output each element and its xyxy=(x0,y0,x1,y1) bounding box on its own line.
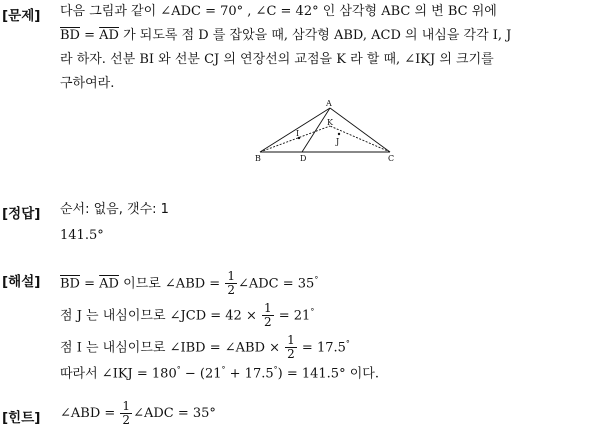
problem-line-1: 다음 그림과 같이 ∠ADC = 70° , ∠C = 42° 인 삼각형 ABC 의 변 BC 위에 xyxy=(60,4,497,19)
answer-value: 141.5° xyxy=(60,228,104,243)
solution-line-4-a: 따라서 ∠IKJ = 180 xyxy=(60,366,177,382)
hint-line xyxy=(60,396,216,432)
degree-mark: ° xyxy=(345,339,350,348)
problem-label: [문제] xyxy=(2,8,41,24)
label-i: I xyxy=(296,129,300,138)
solution-line-1-result: ∠ADC = 35 xyxy=(237,276,315,292)
segment-ad: $\overline{AD}$ xyxy=(99,276,119,292)
solution-line-3-text: 점 I 는 내심이므로 ∠IBD = ∠ABD × xyxy=(60,340,285,356)
fraction-numerator: 1 xyxy=(263,301,272,316)
solution-line-4-b: − (21 xyxy=(180,366,222,382)
degree-mark: ° xyxy=(314,275,319,284)
degree-mark: ° xyxy=(310,307,315,316)
segment-bd: $\overline{BD}$ xyxy=(60,276,80,292)
equals-sign: = xyxy=(79,276,100,292)
problem-line-2 xyxy=(60,24,511,48)
solution-line-2-text: 점 J 는 내심이므로 ∠JCD = 42 × xyxy=(60,308,261,324)
point-j xyxy=(338,133,340,135)
label-a: A xyxy=(326,99,332,108)
hint-text: ∠ABD = xyxy=(60,406,120,421)
degree-mark: ° xyxy=(273,365,278,374)
solution-line-4-c: + 17.5 xyxy=(225,366,274,382)
fraction-denominator: 2 xyxy=(122,413,131,427)
degree-mark: ° xyxy=(221,365,226,374)
segment-bd: $\overline{BD}$ xyxy=(60,28,80,43)
hint-label: [힌트] xyxy=(2,410,41,426)
degree-mark: ° xyxy=(176,365,181,374)
solution-line-4-d: ) = 141.5° 이다. xyxy=(277,366,379,382)
label-c: C xyxy=(388,154,395,163)
label-b: B xyxy=(255,154,261,163)
problem-line-3: 라 하자. 선분 BI 와 선분 CJ 의 연장선의 교점을 K 라 할 때, ∠IKJ 의 크기를 xyxy=(60,52,494,67)
fraction-numerator: 1 xyxy=(287,333,295,348)
solution-line-3-result: = 17.5 xyxy=(297,340,346,356)
label-j: J xyxy=(336,137,340,146)
triangle-figure xyxy=(250,96,400,168)
solution-line-2-result: = 21 xyxy=(274,308,311,324)
label-k: K xyxy=(327,118,333,127)
fraction-denominator: 2 xyxy=(227,283,235,298)
fraction-half xyxy=(120,400,132,427)
fraction-denominator: 2 xyxy=(263,315,272,330)
equals-sign: = xyxy=(79,28,100,43)
hint-result: ∠ADC = 35° xyxy=(133,406,216,421)
solution-line-4 xyxy=(60,358,379,386)
label-d: D xyxy=(300,154,307,163)
fraction-numerator: 1 xyxy=(227,269,235,284)
segment-ad-line xyxy=(302,108,330,152)
solution-line-1-text: 이므로 ∠ABD = xyxy=(118,276,225,292)
segment-ad: $\overline{AD}$ xyxy=(99,28,119,43)
fraction-denominator: 2 xyxy=(287,347,295,362)
fraction-numerator: 1 xyxy=(122,399,131,413)
problem-line-2-rest: 가 되도록 점 D 를 잡았을 때, 삼각형 ABD, ACD 의 내심을 각각 I, J xyxy=(118,28,512,43)
answer-meta: 순서: 없음, 갯수: 1 xyxy=(60,202,169,217)
problem-line-4: 구하여라. xyxy=(60,76,115,91)
solution-label: [해설] xyxy=(2,274,41,290)
answer-label: [정답] xyxy=(2,206,41,222)
